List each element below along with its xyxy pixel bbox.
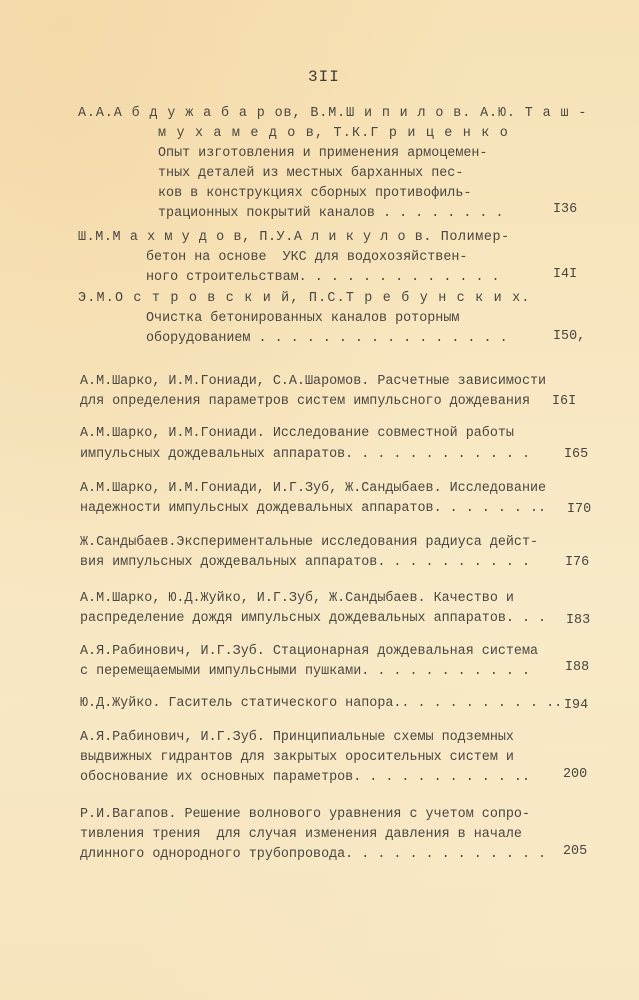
entry-title-line: оборудованием . . . . . . . . . . . . . . . . (146, 331, 508, 346)
entry-text-line: А.М.Шарко, Ю.Д.Жуйко, И.Г.Зуб, Ж.Сандыбаев. Качество и (80, 591, 514, 606)
entry-text-line: надежности импульсных дождевальных аппаратов. . . . . . .. (80, 501, 547, 516)
entry-text-line: для определения параметров систем импульсного дождевания (80, 394, 530, 409)
entry-page-number: I76 (565, 555, 590, 570)
entry-title-line: тных деталей из местных барханных пес- (158, 166, 464, 181)
entry-authors-line: Ш.М.М а х м у д о в, П.У.А л и к у л о в. Полимер- (78, 230, 510, 245)
entry-authors-line: Э.М.О с т р о в с к и й, П.С.Т р е б у н с к и х. (78, 291, 531, 306)
entry-authors-line: А.А.А б д у ж а б а р ов, В.М.Ш и п и л о в. А.Ю. Т а ш - (78, 106, 588, 121)
entry-text-line: А.М.Шарко, И.М.Гониади, И.Г.Зуб, Ж.Сандыбаев. Исследование (80, 481, 547, 496)
entry-text-line: А.Я.Рабинович, И.Г.Зуб. Стационарная дождевальная система (80, 644, 539, 659)
entry-page-number: I83 (566, 613, 591, 628)
entry-page-number: I6I (552, 394, 577, 409)
entry-text-line: обоснование их основных параметров. . . . . . . . . . .. (80, 770, 530, 785)
entry-page-number: 205 (563, 844, 588, 859)
entry-title-line: ного строительствам. . . . . . . . . . . . . (146, 270, 500, 285)
entry-title-line: ков в конструкциях сборных противофиль- (158, 186, 472, 201)
entry-text-line: распределение дождя импульсных дождевальных аппаратов. . . (80, 611, 547, 626)
entry-page-number: I36 (553, 202, 578, 217)
entry-text-line: выдвижных гидрантов для закрытых оросительных систем и (80, 750, 514, 765)
entry-text-line: с перемещаемыми импульсными пушками. . . . . . . . . . . (80, 664, 530, 679)
entry-page-number: I50, (553, 329, 586, 344)
entry-page-number: I70 (567, 502, 592, 517)
entry-page-number: I65 (564, 447, 589, 462)
entry-page-number: I4I (553, 267, 578, 282)
page-number: 3II (308, 68, 340, 86)
entry-text-line: А.М.Шарко, И.М.Гониади. Исследование совместной работы (80, 426, 514, 441)
entry-text-line: А.Я.Рабинович, И.Г.Зуб. Принципиальные схемы подземных (80, 730, 514, 745)
entry-authors-line: м у х а м е д о в, Т.К.Г р и ц е н к о (158, 126, 509, 141)
entry-page-number: I94 (564, 698, 589, 713)
entry-page-number: 200 (563, 767, 588, 782)
entry-text-line: А.М.Шарко, И.М.Гониади, С.А.Шаромов. Расчетные зависимости (80, 374, 547, 389)
entry-title-line: Опыт изготовления и применения армоцемен- (158, 146, 488, 161)
entry-text-line: Ж.Сандыбаев.Экспериментальные исследования радиуса дейст- (80, 535, 539, 550)
entry-text-line: тивления трения для случая изменения давления в начале (80, 827, 522, 842)
entry-page-number: I88 (565, 660, 590, 675)
entry-text-line: Ю.Д.Жуйко. Гаситель статического напора.. . . . . . . . . .. (80, 696, 563, 711)
entry-text-line: Р.И.Вагапов. Решение волнового уравнения с учетом сопро- (80, 807, 530, 822)
entry-title-line: трационных покрытий каналов . . . . . . . . (158, 206, 504, 221)
entry-text-line: вия импульсных дождевальных аппаратов. . . . . . . . . . (80, 555, 530, 570)
entry-title-line: Очистка бетонированных каналов роторным (146, 311, 460, 326)
entry-text-line: импульсных дождевальных аппаратов. . . . . . . . . . . . (80, 447, 530, 462)
entry-text-line: длинного однородного трубопровода. . . . . . . . . . . . . (80, 847, 547, 862)
entry-title-line: бетон на основе УКС для водохозяйствен- (146, 250, 468, 265)
